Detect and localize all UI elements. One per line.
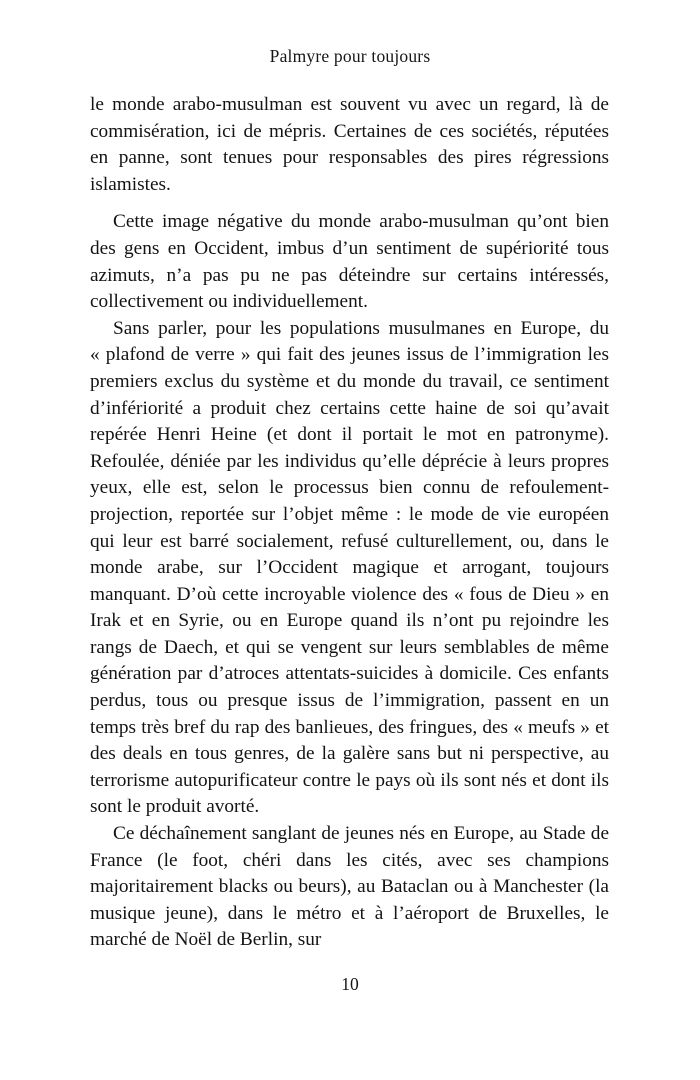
running-head: Palmyre pour toujours [269, 46, 431, 66]
paragraph: Ce déchaînement sanglant de jeunes nés en Europe, au Stade de France (le foot, chéri dans les cités, avec ses champions majoritairement blacks ou beurs), au Bataclan ou à Manchester (la musique jeune), dans le métro et à l’aéroport de Bruxelles, le marché de Noël de Berlin, sur [90, 823, 609, 951]
page-number: 10 [341, 974, 359, 994]
paragraph-continuation: le monde arabo-musulman est souvent vu avec un regard, là de commisération, ici de mépris. Certaines de ces sociétés, réputées en panne, sont tenues pour responsables des pires régressions islamistes. [90, 94, 609, 195]
body-text-block [90, 92, 609, 954]
paragraph: Cette image négative du monde arabo-musulman qu’ont bien des gens en Occident, imbus d’un sentiment de supériorité tous azimuts, n’a pas pu ne pas déteindre sur certains intéressés, collectivement ou individuellement. [90, 211, 609, 313]
paragraph: Sans parler, pour les populations musulmanes en Europe, du « plafond de verre » qui fait des jeunes issus de l’immigration les premiers exclus du système et du monde du travail, ce sentiment d’infériorité a produit chez certains cette haine de soi qu’avait repérée Henri Heine (et dont il portait le mot en patronyme). Refoulée, déniée par les individus qu’elle déprécie à leurs propres yeux, elle est, selon le processus bien connu de refoulement-projection, reportée sur l’objet même : le mode de vie européen qui leur est barré socialement, refusé culturellement, ou, dans le monde arabe, sur l’Occident magique et arrogant, toujours manquant. D’où cette incroyable violence des « fous de Dieu » en Irak et en Syrie, ou en Europe quand ils n’ont pu rejoindre les rangs de Daech, et qui se vengent sur leurs semblables de même génération par d’atroces attentats-suicides à domicile. Ces enfants perdus, tous ou presque issus de l’immigration, passent en un temps très bref du rap des banlieues, des fringues, des « meufs » et des deals en tous genres, de la galère sans but ni perspective, au terrorisme autopurificateur contre le pays où ils sont nés et dont ils sont le produit avorté. [90, 317, 609, 818]
